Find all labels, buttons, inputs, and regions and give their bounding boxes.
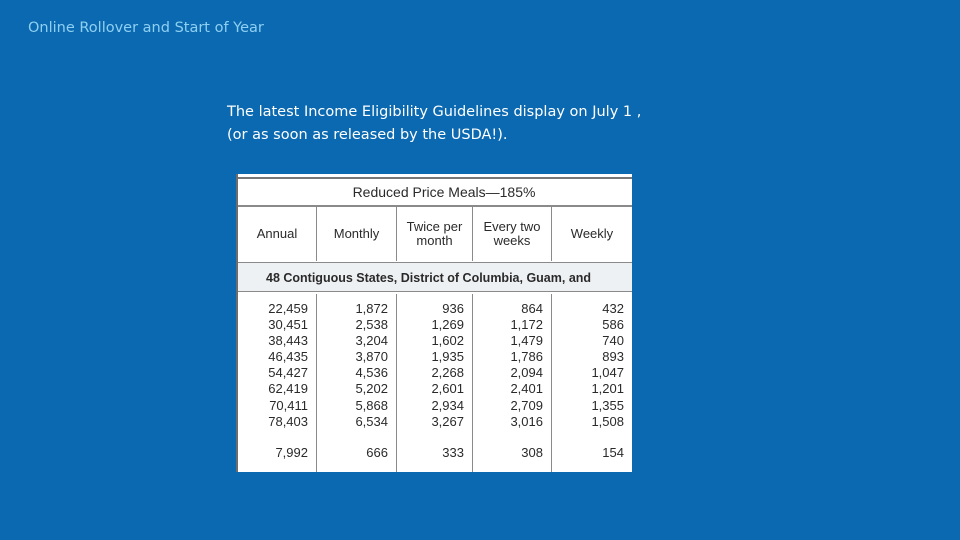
row-spacer (397, 430, 464, 445)
region-label: 48 Contiguous States, District of Columbia, Guam, and (238, 262, 632, 292)
table-cell: 2,538 (355, 317, 388, 333)
column-header-twice-per-month: Twice per month (397, 207, 473, 261)
column-weekly (552, 294, 632, 472)
table-cell: 30,451 (268, 317, 308, 333)
table-cell: 432 (602, 301, 624, 316)
table-cell: 1,355 (591, 397, 624, 413)
table-cell: 2,268 (431, 365, 464, 381)
table-cell: 936 (442, 301, 464, 316)
intro-line-1: The latest Income Eligibility Guidelines display on July 1 , (227, 104, 642, 120)
table-cell: 1,479 (510, 333, 543, 349)
table-cell: 1,935 (431, 349, 464, 365)
table-cell: 1,201 (591, 381, 624, 397)
increment-cell: 308 (521, 444, 543, 460)
intro-text (227, 101, 641, 147)
column-twice-per-month (397, 294, 473, 472)
table-cell: 5,202 (355, 381, 388, 397)
table-cell: 740 (602, 333, 624, 349)
table-cell: 70,411 (269, 397, 308, 413)
table-cell: 1,047 (591, 365, 624, 381)
slide-title: Online Rollover and Start of Year (28, 20, 264, 36)
table-cell: 3,870 (355, 349, 388, 365)
column-annual (238, 294, 317, 472)
row-spacer (473, 430, 543, 445)
table-top-rule (238, 177, 632, 179)
table-cell: 1,872 (355, 301, 388, 316)
increment-cell: 7,992 (275, 444, 308, 460)
column-header-monthly: Monthly (317, 207, 397, 261)
table-cell: 62,419 (268, 381, 308, 397)
table-cell: 6,534 (355, 413, 388, 429)
column-header-weekly: Weekly (570, 226, 614, 241)
table-heading: Reduced Price Meals—185% (352, 184, 536, 200)
table-cell: 2,709 (510, 397, 543, 413)
increment-cell: 154 (602, 444, 624, 460)
table-cell: 893 (602, 349, 624, 365)
table-cell: 3,204 (355, 333, 388, 349)
table-cell: 4,536 (355, 365, 388, 381)
table-cell: 46,435 (268, 349, 308, 365)
table-cell: 5,868 (355, 397, 388, 413)
column-header-annual: Annual (238, 207, 317, 261)
column-header-every-two-weeks: Every two weeks (473, 207, 552, 261)
column-every-two-weeks (473, 294, 552, 472)
table-cell: 54,427 (268, 365, 308, 381)
column-monthly (317, 294, 397, 472)
column-headers (238, 207, 632, 261)
table-cell: 3,016 (510, 413, 543, 429)
income-guidelines-table (236, 174, 632, 472)
table-cell: 1,172 (510, 317, 543, 333)
table-cell: 38,443 (268, 333, 308, 349)
table-cell: 78,403 (268, 413, 308, 429)
row-spacer (317, 430, 388, 445)
row-spacer (552, 430, 624, 445)
table-data (238, 294, 632, 472)
table-cell: 2,094 (510, 365, 543, 381)
row-spacer (238, 430, 308, 445)
table-cell: 586 (602, 317, 624, 333)
increment-cell: 333 (442, 444, 464, 460)
table-cell: 2,934 (431, 397, 464, 413)
table-cell: 1,269 (431, 317, 464, 333)
table-cell: 1,602 (431, 333, 464, 349)
table-cell: 864 (521, 301, 543, 316)
table-cell: 1,786 (510, 349, 543, 365)
increment-cell: 666 (366, 444, 388, 460)
intro-line-2: (or as soon as released by the USDA!). (227, 127, 508, 143)
table-cell: 2,601 (431, 381, 464, 397)
table-cell: 2,401 (510, 381, 543, 397)
table-cell: 3,267 (431, 413, 464, 429)
table-cell: 1,508 (591, 413, 624, 429)
table-cell: 22,459 (268, 301, 308, 316)
